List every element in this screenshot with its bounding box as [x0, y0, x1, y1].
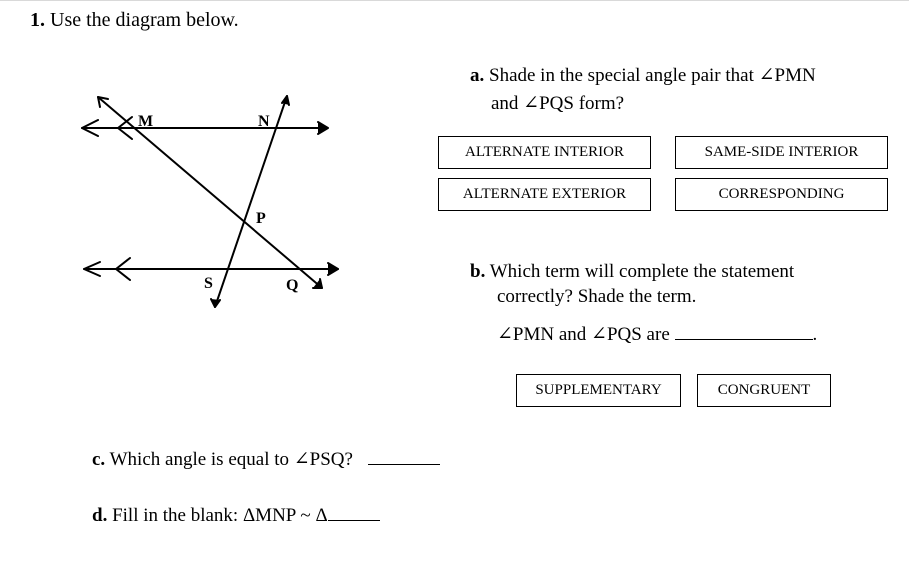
label-m: M: [138, 113, 154, 130]
transversal-ns-arrow-top: [282, 96, 289, 105]
part-d-answer-blank[interactable]: [328, 520, 380, 521]
part-c-question: [92, 446, 440, 474]
part-b-question: [470, 258, 794, 286]
option-same-side-interior[interactable]: SAME-SIDE INTERIOR: [675, 136, 888, 169]
top-line-right-arrow: [318, 122, 328, 134]
question-prompt: Use the diagram below.: [50, 9, 239, 31]
part-d-question: [92, 502, 380, 530]
label-q: Q: [286, 277, 299, 294]
option-congruent[interactable]: CONGRUENT: [697, 374, 831, 407]
part-c-answer-blank[interactable]: [368, 464, 440, 465]
option-corresponding[interactable]: CORRESPONDING: [675, 178, 888, 211]
question-number: 1.: [30, 9, 45, 31]
part-a-line1: Shade in the special angle pair that ∠PMN: [489, 65, 816, 86]
part-b-letter: b.: [470, 261, 486, 282]
part-a-line2: and ∠PQS form?: [491, 93, 625, 114]
part-c-text: Which angle is equal to ∠PSQ?: [109, 449, 353, 470]
part-a-question: [470, 62, 816, 90]
part-d-letter: d.: [92, 505, 108, 526]
part-b-statement-text: ∠PMN and ∠PQS are: [497, 324, 670, 345]
part-c-letter: c.: [92, 449, 106, 470]
part-b-answer-blank[interactable]: [675, 339, 813, 340]
label-n: N: [258, 113, 270, 130]
option-alternate-interior[interactable]: ALTERNATE INTERIOR: [438, 136, 651, 169]
bottom-line-right-arrow: [328, 263, 338, 275]
part-a-letter: a.: [470, 65, 485, 86]
transversal-mq: [98, 97, 322, 288]
part-b-line2: correctly? Shade the term.: [497, 286, 697, 307]
part-b-statement: [497, 321, 817, 349]
transversal-ns-arrow-bottom: [211, 299, 220, 307]
label-s: S: [204, 275, 213, 292]
option-supplementary[interactable]: SUPPLEMENTARY: [516, 374, 681, 407]
label-p: P: [256, 210, 266, 227]
part-d-text: Fill in the blank: ΔMNP ~ Δ: [112, 505, 328, 526]
option-alternate-exterior[interactable]: ALTERNATE EXTERIOR: [438, 178, 651, 211]
part-b-period: .: [812, 324, 818, 345]
part-b-line1: Which term will complete the statement: [489, 261, 795, 282]
